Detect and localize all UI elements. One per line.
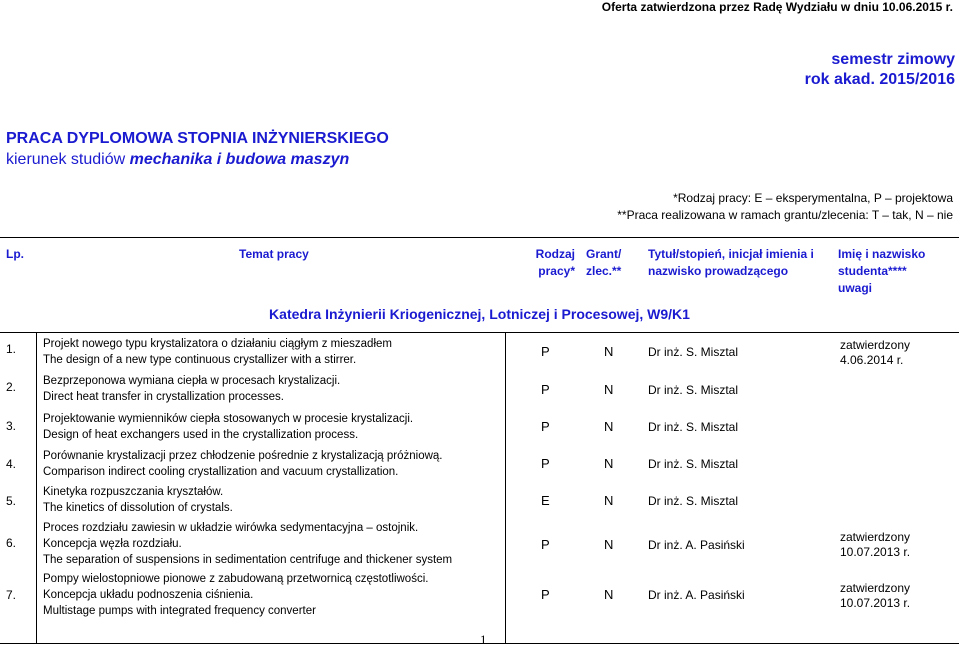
remark-line: zatwierdzony bbox=[840, 338, 911, 352]
row-kind: P bbox=[541, 344, 550, 359]
topic-line: Design of heat exchangers used in the crystallization process. bbox=[43, 429, 359, 441]
row-lp: 4. bbox=[6, 457, 17, 471]
department-heading: Katedra Inżynierii Kriogenicznej, Lotniczej i Procesowej, W9/K1 bbox=[269, 306, 690, 322]
row-grant: N bbox=[604, 382, 614, 397]
topic-line: Projekt nowego typu krystalizatora o działaniu ciągłym z mieszadłem bbox=[43, 338, 392, 350]
header-grant bbox=[586, 246, 621, 280]
header-supervisor-line2: nazwisko prowadzącego bbox=[648, 264, 789, 278]
topic-line: Koncepcja węzła rozdziału. bbox=[43, 538, 182, 550]
header-supervisor bbox=[648, 246, 814, 280]
topic-line: Pompy wielostopniowe pionowe z zabudowaną przetwornicą częstotliwości. bbox=[43, 573, 429, 585]
row-remarks bbox=[840, 530, 910, 560]
academic-year-label: rok akad. 2015/2016 bbox=[804, 71, 955, 88]
row-topic bbox=[43, 411, 413, 443]
header-supervisor-line1: Tytuł/stopień, inicjał imienia i bbox=[648, 247, 814, 261]
row-topic bbox=[43, 484, 233, 516]
header-kind-line2: pracy* bbox=[538, 264, 575, 278]
semester-label: semestr zimowy bbox=[831, 51, 955, 68]
column-divider-lp bbox=[36, 332, 37, 643]
row-kind: P bbox=[541, 587, 550, 602]
page-title: PRACA DYPLOMOWA STOPNIA INŻYNIERSKIEGO bbox=[6, 130, 389, 147]
header-student-line1: Imię i nazwisko bbox=[838, 247, 926, 261]
row-topic bbox=[43, 520, 452, 568]
topic-line: Multistage pumps with integrated frequency converter bbox=[43, 605, 316, 617]
topic-line: Porównanie krystalizacji przez chłodzenie pośrednie z krystalizacją próżniową. bbox=[43, 450, 443, 462]
row-grant: N bbox=[604, 344, 614, 359]
row-remarks bbox=[840, 338, 910, 368]
row-supervisor: Dr inż. A. Pasiński bbox=[648, 538, 745, 552]
remark-line: 10.07.2013 r. bbox=[840, 545, 911, 559]
field-prefix: kierunek studiów bbox=[6, 151, 126, 168]
row-grant: N bbox=[604, 456, 614, 471]
row-lp: 2. bbox=[6, 380, 17, 394]
row-grant: N bbox=[604, 493, 614, 508]
header-lp: Lp. bbox=[6, 247, 24, 261]
row-topic bbox=[43, 336, 392, 368]
row-supervisor: Dr inż. A. Pasiński bbox=[648, 588, 745, 602]
topic-line: Bezprzeponowa wymiana ciepła w procesach krystalizacji. bbox=[43, 375, 341, 387]
row-grant: N bbox=[604, 587, 614, 602]
topic-line: The design of a new type continuous crystallizer with a stirrer. bbox=[43, 354, 357, 366]
row-lp: 6. bbox=[6, 536, 17, 550]
row-supervisor: Dr inż. S. Misztal bbox=[648, 345, 739, 359]
page-number: 1 bbox=[480, 632, 487, 647]
column-divider-topic bbox=[505, 332, 506, 643]
row-lp: 5. bbox=[6, 494, 17, 508]
row-topic bbox=[43, 448, 443, 480]
row-grant: N bbox=[604, 537, 614, 552]
remark-line: 10.07.2013 r. bbox=[840, 596, 911, 610]
row-lp: 3. bbox=[6, 419, 17, 433]
row-supervisor: Dr inż. S. Misztal bbox=[648, 494, 739, 508]
header-student-line2: studenta**** bbox=[838, 264, 907, 278]
header-kind-line1: Rodzaj bbox=[535, 247, 575, 261]
topic-line: Koncepcja układu podnoszenia ciśnienia. bbox=[43, 589, 254, 601]
legend-grant: **Praca realizowana w ramach grantu/zlecenia: T – tak, N – nie bbox=[617, 208, 953, 222]
table-header-bottom-border bbox=[0, 332, 959, 333]
row-topic bbox=[43, 571, 428, 619]
legend-kind: *Rodzaj pracy: E – eksperymentalna, P – projektowa bbox=[673, 191, 953, 205]
header-student bbox=[838, 246, 925, 297]
row-lp: 1. bbox=[6, 342, 17, 356]
topic-line: Projektowanie wymienników ciepła stosowanych w procesie krystalizacji. bbox=[43, 413, 414, 425]
header-grant-line1: Grant/ bbox=[586, 247, 622, 261]
header-remarks: uwagi bbox=[838, 281, 873, 295]
remark-line: 4.06.2014 r. bbox=[840, 353, 904, 367]
row-topic bbox=[43, 373, 340, 405]
topic-line: Proces rozdziału zawiesin w układzie wirówka sedymentacyjna – ostojnik. bbox=[43, 522, 419, 534]
topic-line: The kinetics of dissolution of crystals. bbox=[43, 502, 233, 514]
row-kind: P bbox=[541, 537, 550, 552]
row-kind: P bbox=[541, 456, 550, 471]
row-supervisor: Dr inż. S. Misztal bbox=[648, 457, 739, 471]
remark-line: zatwierdzony bbox=[840, 581, 911, 595]
row-kind: P bbox=[541, 382, 550, 397]
remark-line: zatwierdzony bbox=[840, 530, 911, 544]
header-kind bbox=[525, 246, 575, 280]
topic-line: Kinetyka rozpuszczania kryształów. bbox=[43, 486, 224, 498]
header-topic: Temat pracy bbox=[239, 247, 309, 261]
row-supervisor: Dr inż. S. Misztal bbox=[648, 420, 739, 434]
table-top-border bbox=[0, 237, 959, 238]
topic-line: Comparison indirect cooling crystallization and vacuum crystallization. bbox=[43, 466, 399, 478]
row-kind: E bbox=[541, 493, 550, 508]
topic-line: Direct heat transfer in crystallization processes. bbox=[43, 391, 284, 403]
header-grant-line2: zlec.** bbox=[586, 264, 622, 278]
topic-line: The separation of suspensions in sedimentation centrifuge and thickener system bbox=[43, 554, 453, 566]
row-grant: N bbox=[604, 419, 614, 434]
row-kind: P bbox=[541, 419, 550, 434]
row-lp: 7. bbox=[6, 588, 17, 602]
row-remarks bbox=[840, 581, 910, 611]
field-name: mechanika i budowa maszyn bbox=[129, 151, 350, 168]
field-of-study bbox=[6, 151, 349, 169]
approval-note: Oferta zatwierdzona przez Radę Wydziału w dniu 10.06.2015 r. bbox=[601, 0, 953, 14]
row-supervisor: Dr inż. S. Misztal bbox=[648, 383, 739, 397]
